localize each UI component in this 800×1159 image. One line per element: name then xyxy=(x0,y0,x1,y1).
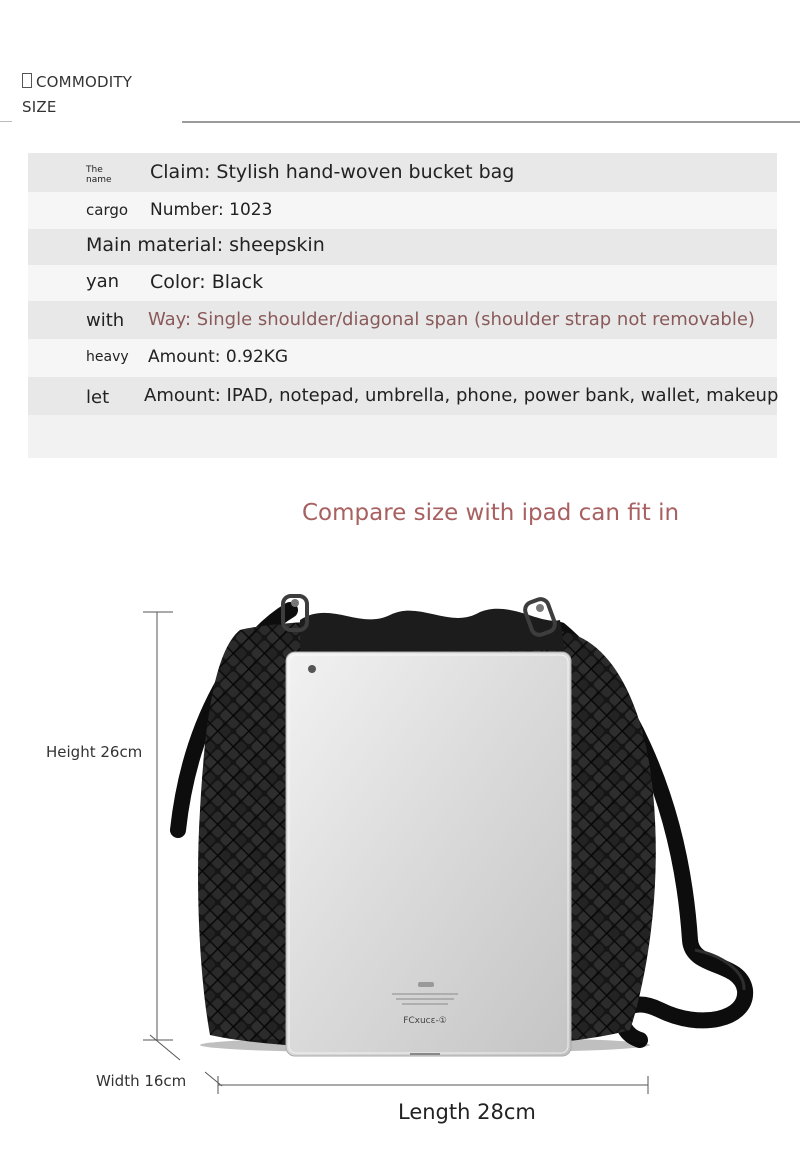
spec-row-name xyxy=(28,153,777,192)
length-dimension-line xyxy=(205,1072,648,1094)
spec-key: heavy xyxy=(86,349,129,365)
ipad-logo-icon xyxy=(418,982,434,987)
ipad-model-label: FCxucɛ-① xyxy=(403,1016,447,1026)
spec-key: let xyxy=(86,387,110,408)
spec-value: Main material: sheepskin xyxy=(86,234,325,256)
compare-title: Compare size with ipad can fit in xyxy=(302,500,680,526)
length-label: Length 28cm xyxy=(398,1100,536,1124)
width-label: Width 16cm xyxy=(96,1072,187,1090)
spec-value: Way: Single shoulder/diagonal span (shoulder strap not removable) xyxy=(148,309,755,330)
spec-row-color xyxy=(28,265,777,301)
spec-row-weight xyxy=(28,339,777,377)
spec-value: Color: Black xyxy=(150,271,264,293)
spec-row-way xyxy=(28,301,777,339)
camera-icon xyxy=(308,665,316,673)
spec-row-material xyxy=(28,229,777,265)
spec-value: Number: 1023 xyxy=(150,200,273,220)
spec-row-capacity xyxy=(28,377,777,415)
spec-row-cargo xyxy=(28,192,777,229)
spec-table xyxy=(28,153,777,458)
product-illustration xyxy=(0,560,800,1159)
spec-value: Claim: Stylish hand-woven bucket bag xyxy=(150,161,515,183)
spec-key: cargo xyxy=(86,201,129,219)
section-title-line1: COMMODITY xyxy=(36,73,133,91)
spec-row-empty xyxy=(28,415,777,458)
spec-value: Amount: IPAD, notepad, umbrella, phone, power bank, wallet, makeup xyxy=(144,385,779,406)
section-title-line2: SIZE xyxy=(22,98,57,116)
spec-key: yan xyxy=(86,271,120,292)
section-header xyxy=(22,70,132,120)
spec-value: Amount: 0.92KG xyxy=(148,347,289,367)
header-divider xyxy=(182,121,800,123)
checkbox-glyph-icon xyxy=(22,73,32,88)
spec-key: The name xyxy=(86,165,112,185)
ipad-illustration xyxy=(286,652,571,1056)
height-label: Height 26cm xyxy=(46,743,143,761)
header-divider-left xyxy=(0,121,12,122)
spec-key: with xyxy=(86,310,125,331)
